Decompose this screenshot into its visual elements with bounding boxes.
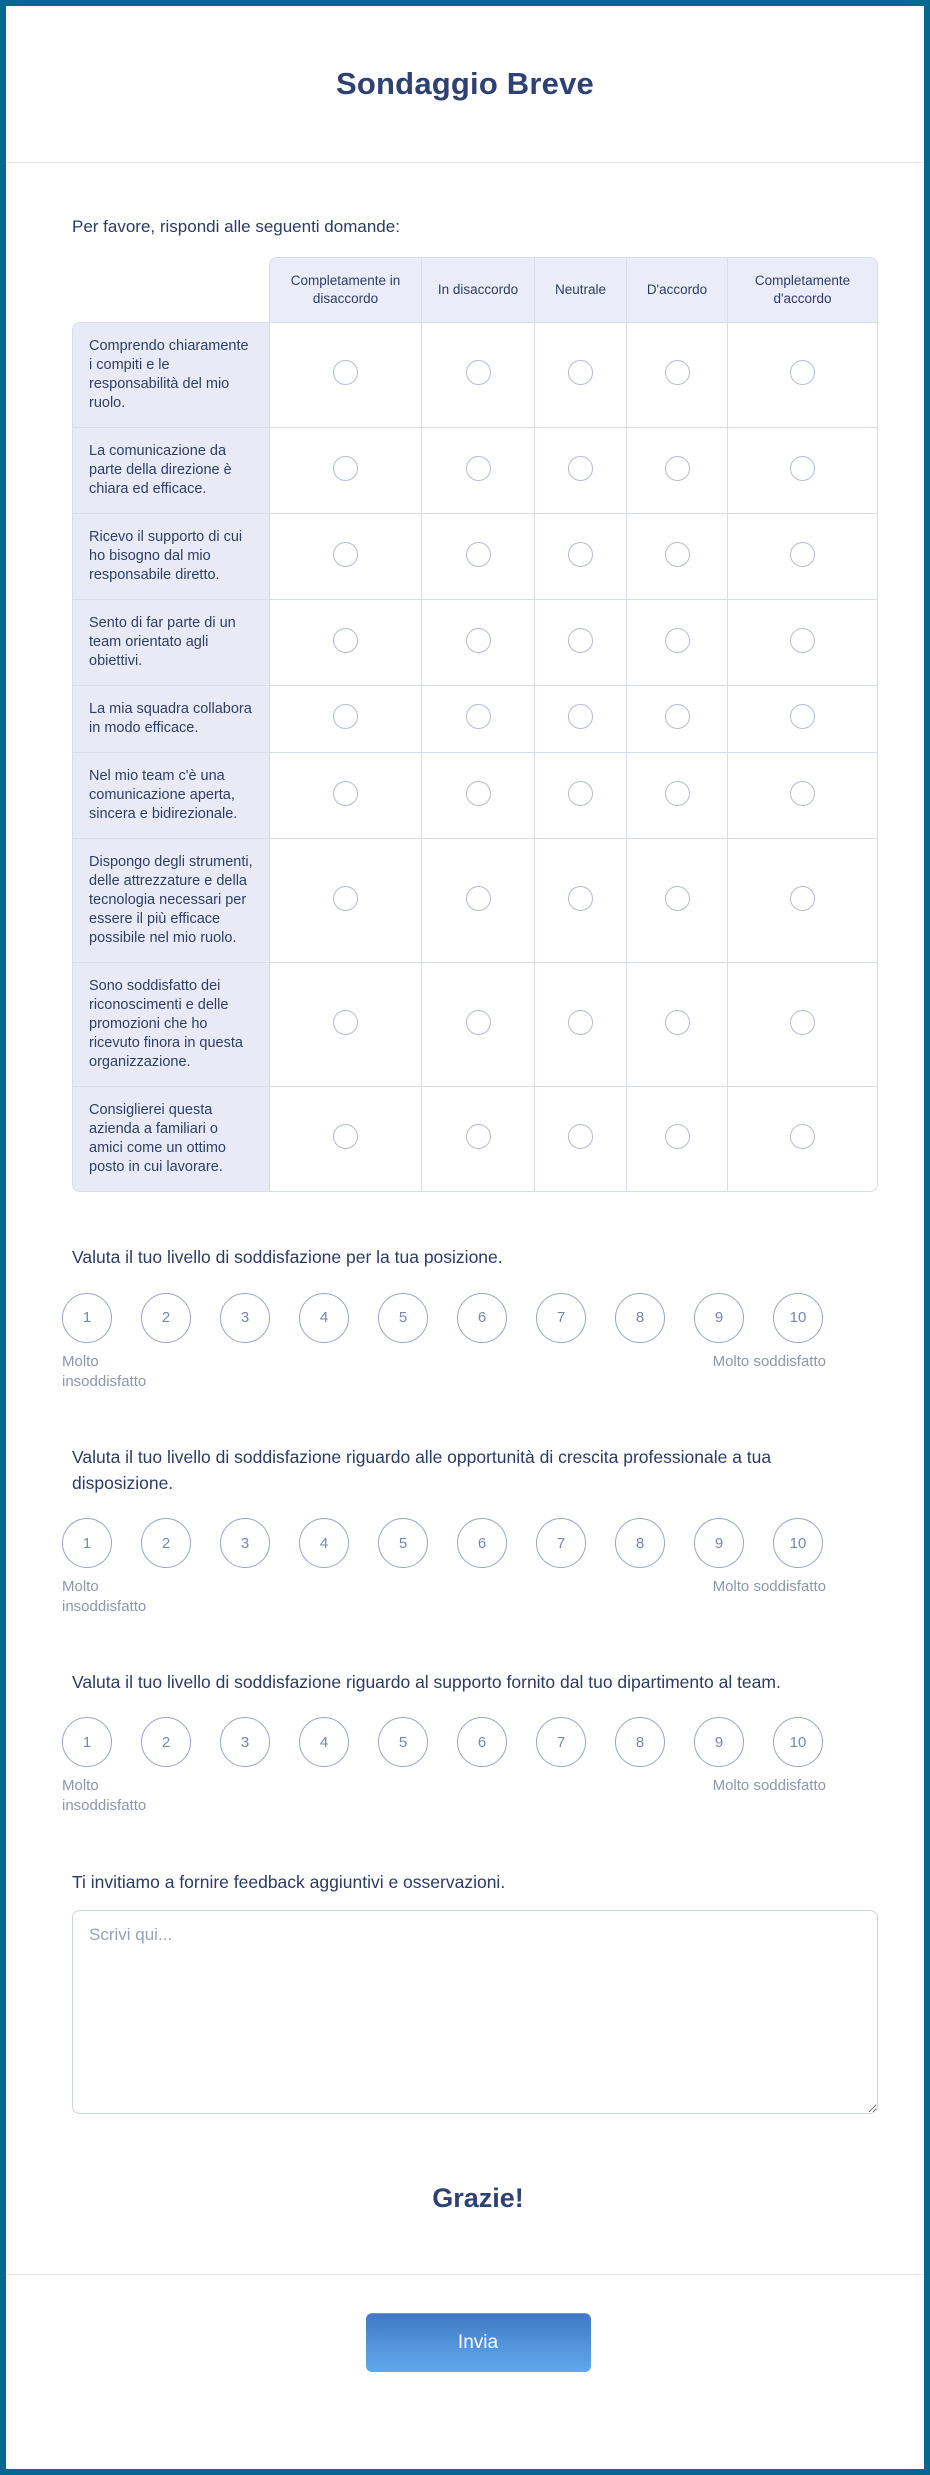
matrix-row — [72, 838, 878, 962]
matrix-radio[interactable] — [333, 1124, 358, 1149]
matrix-col-header: In disaccordo — [421, 257, 534, 322]
matrix-radio[interactable] — [790, 704, 815, 729]
question-text: Valuta il tuo livello di soddisfazione per la tua posizione. — [72, 1247, 503, 1268]
matrix-row-label: Sento di far parte di un team orientato agli obiettivi. — [72, 599, 269, 685]
matrix-radio[interactable] — [466, 704, 491, 729]
matrix-radio[interactable] — [790, 886, 815, 911]
scale-option[interactable]: 9 — [694, 1717, 744, 1767]
matrix-radio[interactable] — [665, 628, 690, 653]
scale-option[interactable]: 3 — [220, 1518, 270, 1568]
thanks-text: Grazie! — [432, 2183, 524, 2214]
matrix-col-header: Completamente d'accordo — [727, 257, 878, 322]
scale-option[interactable]: 2 — [141, 1293, 191, 1343]
matrix-row-label: Consiglierei questa azienda a familiari o amici come un ottimo posto in cui lavorare. — [72, 1086, 269, 1192]
matrix-radio[interactable] — [333, 456, 358, 481]
feedback-label: Ti invitiamo a fornire feedback aggiuntivi e osservazioni. — [72, 1872, 506, 1893]
matrix-header-row — [72, 257, 878, 322]
survey-content — [6, 217, 924, 2214]
scale-option[interactable]: 5 — [378, 1518, 428, 1568]
matrix-radio[interactable] — [790, 456, 815, 481]
matrix-radio[interactable] — [665, 1010, 690, 1035]
matrix-radio[interactable] — [568, 542, 593, 567]
scale-option[interactable]: 5 — [378, 1293, 428, 1343]
min-label: Molto insoddisfatto — [62, 1578, 147, 1616]
matrix-radio[interactable] — [665, 456, 690, 481]
matrix-row-label: Nel mio team c'è una comunicazione aperta, sincera e bidirezionale. — [72, 752, 269, 838]
scale-option[interactable]: 4 — [299, 1518, 349, 1568]
scale-option[interactable]: 8 — [615, 1717, 665, 1767]
scale-option[interactable]: 6 — [457, 1717, 507, 1767]
matrix-row-label: Comprendo chiaramente i compiti e le responsabilità del mio ruolo. — [72, 322, 269, 427]
scale-option[interactable]: 7 — [536, 1518, 586, 1568]
matrix-radio[interactable] — [466, 360, 491, 385]
feedback-section — [72, 1872, 884, 2119]
intro-text: Per favore, rispondi alle seguenti domande: — [72, 217, 400, 236]
matrix-row-label: La mia squadra collabora in modo efficace. — [72, 685, 269, 752]
scale-option[interactable]: 9 — [694, 1293, 744, 1343]
scale-option[interactable]: 4 — [299, 1717, 349, 1767]
matrix-radio[interactable] — [790, 542, 815, 567]
matrix-row — [72, 322, 878, 427]
scale-option[interactable]: 1 — [62, 1293, 112, 1343]
matrix-radio[interactable] — [466, 1124, 491, 1149]
scale-option[interactable]: 10 — [773, 1293, 823, 1343]
scale-option[interactable]: 5 — [378, 1717, 428, 1767]
matrix-radio[interactable] — [568, 456, 593, 481]
scale-question-2 — [62, 1444, 884, 1618]
matrix-row — [72, 599, 878, 685]
matrix-radio[interactable] — [333, 886, 358, 911]
matrix-row — [72, 752, 878, 838]
matrix-row-label: Sono soddisfatto dei riconoscimenti e delle promozioni che ho ricevuto finora in questa organizzazione. — [72, 962, 269, 1086]
matrix-radio[interactable] — [790, 781, 815, 806]
matrix-radio[interactable] — [568, 1124, 593, 1149]
scale-option[interactable]: 6 — [457, 1293, 507, 1343]
scale-endpoint-labels — [62, 1776, 826, 1816]
footer — [6, 2275, 924, 2372]
matrix-row-label: Dispongo degli strumenti, delle attrezzature e della tecnologia necessari per essere il più efficace possibile nel mio ruolo. — [72, 838, 269, 962]
scale-options — [62, 1518, 826, 1568]
matrix-radio[interactable] — [466, 1010, 491, 1035]
scale-option[interactable]: 7 — [536, 1717, 586, 1767]
matrix-radio[interactable] — [333, 360, 358, 385]
scale-option[interactable]: 1 — [62, 1717, 112, 1767]
matrix-radio[interactable] — [665, 542, 690, 567]
scale-endpoint-labels — [62, 1577, 826, 1617]
matrix-radio[interactable] — [790, 1010, 815, 1035]
matrix-col-header: Neutrale — [534, 257, 626, 322]
scale-options — [62, 1293, 826, 1343]
scale-option[interactable]: 9 — [694, 1518, 744, 1568]
matrix-corner-cell — [72, 257, 269, 322]
max-label: Molto soddisfatto — [712, 1352, 826, 1370]
matrix-radio[interactable] — [466, 886, 491, 911]
matrix-radio[interactable] — [333, 542, 358, 567]
matrix-table — [72, 257, 878, 1192]
matrix-radio[interactable] — [333, 781, 358, 806]
matrix-radio[interactable] — [790, 1124, 815, 1149]
matrix-radio[interactable] — [665, 886, 690, 911]
matrix-radio[interactable] — [466, 628, 491, 653]
scale-option[interactable]: 3 — [220, 1293, 270, 1343]
matrix-radio[interactable] — [665, 704, 690, 729]
max-label: Molto soddisfatto — [712, 1777, 826, 1795]
scale-options — [62, 1717, 826, 1767]
matrix-radio[interactable] — [568, 781, 593, 806]
scale-question-3 — [62, 1669, 884, 1816]
matrix-row — [72, 1086, 878, 1192]
feedback-textarea[interactable] — [72, 1910, 878, 2114]
matrix-radio[interactable] — [568, 360, 593, 385]
matrix-row-label: La comunicazione da parte della direzione è chiara ed efficace. — [72, 427, 269, 513]
matrix-row-label: Ricevo il supporto di cui ho bisogno dal mio responsabile diretto. — [72, 513, 269, 599]
matrix-row — [72, 427, 878, 513]
matrix-row — [72, 513, 878, 599]
matrix-radio[interactable] — [568, 886, 593, 911]
matrix-row — [72, 962, 878, 1086]
question-text: Valuta il tuo livello di soddisfazione riguardo alle opportunità di crescita professionale a tua disposizione. — [72, 1446, 772, 1493]
matrix-radio[interactable] — [665, 1124, 690, 1149]
matrix-col-header: Completamente in disaccordo — [269, 257, 421, 322]
matrix-col-header: D'accordo — [626, 257, 727, 322]
scale-option[interactable]: 8 — [615, 1293, 665, 1343]
page-title: Sondaggio Breve — [336, 66, 594, 101]
submit-button[interactable]: Invia — [366, 2313, 591, 2372]
scale-option[interactable]: 4 — [299, 1293, 349, 1343]
scale-option[interactable]: 3 — [220, 1717, 270, 1767]
scale-option[interactable]: 1 — [62, 1518, 112, 1568]
matrix-radio[interactable] — [466, 456, 491, 481]
scale-option[interactable]: 6 — [457, 1518, 507, 1568]
matrix-radio[interactable] — [790, 628, 815, 653]
max-label: Molto soddisfatto — [712, 1578, 826, 1596]
scale-option[interactable]: 2 — [141, 1717, 191, 1767]
min-label: Molto insoddisfatto — [62, 1352, 147, 1390]
min-label: Molto insoddisfatto — [62, 1777, 147, 1815]
scale-option[interactable]: 2 — [141, 1518, 191, 1568]
scale-option[interactable]: 10 — [773, 1518, 823, 1568]
matrix-radio[interactable] — [665, 360, 690, 385]
matrix-radio[interactable] — [333, 704, 358, 729]
scale-endpoint-labels — [62, 1352, 826, 1392]
question-text: Valuta il tuo livello di soddisfazione riguardo al supporto fornito dal tuo dipartimento al team. — [72, 1672, 781, 1693]
matrix-radio[interactable] — [568, 628, 593, 653]
title-band — [6, 6, 924, 163]
matrix-radio[interactable] — [466, 542, 491, 567]
matrix-radio[interactable] — [333, 1010, 358, 1035]
scale-option[interactable]: 7 — [536, 1293, 586, 1343]
matrix-radio[interactable] — [790, 360, 815, 385]
matrix-radio[interactable] — [665, 781, 690, 806]
matrix-row — [72, 685, 878, 752]
matrix-radio[interactable] — [568, 704, 593, 729]
matrix-radio[interactable] — [466, 781, 491, 806]
scale-option[interactable]: 8 — [615, 1518, 665, 1568]
matrix-radio[interactable] — [568, 1010, 593, 1035]
matrix-radio[interactable] — [333, 628, 358, 653]
scale-question-1 — [62, 1244, 884, 1391]
scale-option[interactable]: 10 — [773, 1717, 823, 1767]
